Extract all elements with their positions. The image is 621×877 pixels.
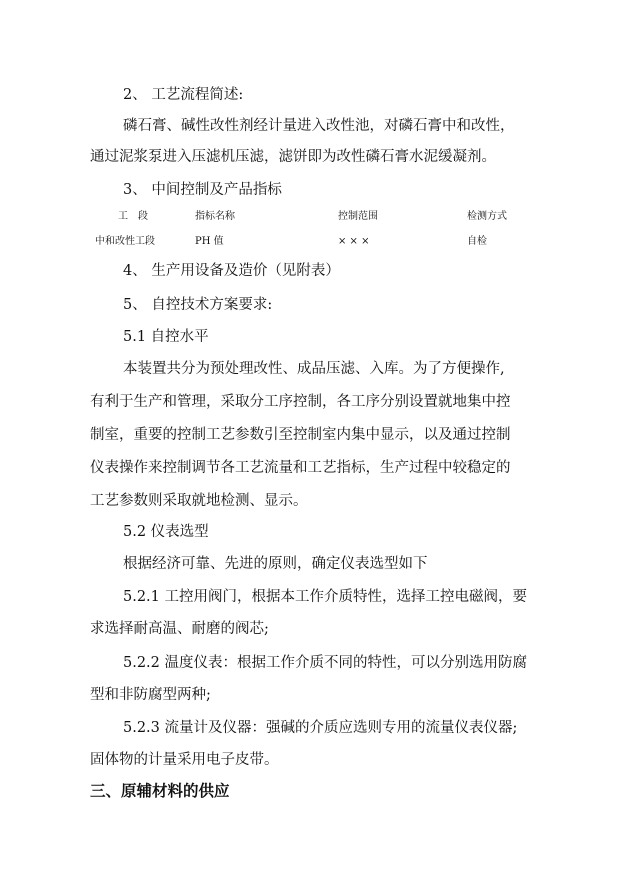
table-header-indicator: 指标名称: [195, 211, 235, 222]
table-header-stage: 工 段: [118, 211, 148, 222]
section-4-title: 4、 生产用设备及造价（见附表）: [123, 263, 340, 279]
section-5-2-2-line-1: 5.2.2 温度仪表：根据工作介质不同的特性，可以分别选用防腐: [123, 655, 528, 671]
section-3-title: 3、 中间控制及产品指标: [123, 182, 282, 198]
section-5-2-2-line-2: 型和非防腐型两种;: [90, 687, 211, 703]
table-header-range: 控制范围: [338, 211, 378, 222]
section-5-1-line-3: 制室，重要的控制工艺参数引至控制室内集中显示，以及通过控制: [90, 427, 511, 443]
section-2-title: 2、 工艺流程简述:: [123, 87, 244, 103]
table-header-method: 检测方式: [467, 211, 507, 222]
section-5-2-title: 5.2 仪表选型: [123, 524, 209, 540]
section-5-2-1-line-1: 5.2.1 工控用阀门，根据本工作介质特性，选择工控电磁阀，要: [123, 589, 528, 605]
section-5-2-1-line-2: 求选择耐高温、耐磨的阀芯;: [90, 621, 269, 637]
table-cell-method: 自检: [467, 236, 487, 247]
section-three-heading: 三、原辅材料的供应: [90, 782, 230, 800]
section-5-1-line-4: 仪表操作来控制调节各工艺流量和工艺指标，生产过程中较稳定的: [90, 460, 511, 476]
section-2-body-line-1: 磷石膏、碱性改性剂经计量进入改性池，对磷石膏中和改性，: [123, 118, 515, 134]
section-5-title: 5、 自控技术方案要求:: [123, 297, 273, 313]
table-cell-stage: 中和改性工段: [95, 236, 155, 247]
section-5-2-intro: 根据经济可靠、先进的原则，确定仪表选型如下: [123, 556, 428, 572]
section-5-1-line-2: 有利于生产和管理，采取分工序控制，各工序分别设置就地集中控: [90, 394, 511, 410]
table-cell-range: × × ×: [338, 236, 370, 247]
section-5-1-line-1: 本装置共分为预处理改性、成品压滤、入库。为了方便操作,: [123, 361, 505, 377]
section-2-body-line-2: 通过泥浆泵进入压滤机压滤，滤饼即为改性磷石膏水泥缓凝剂。: [90, 149, 496, 165]
section-5-2-3-line-1: 5.2.3 流量计及仪器：强碱的介质应选则专用的流量仪表仪器;: [123, 720, 518, 736]
section-5-1-line-5: 工艺参数则采取就地检测、显示。: [90, 493, 308, 509]
section-5-1-title: 5.1 自控水平: [123, 329, 209, 345]
table-cell-indicator: PH 值: [195, 236, 224, 247]
section-5-2-3-line-2: 固体物的计量采用电子皮带。: [90, 752, 279, 768]
